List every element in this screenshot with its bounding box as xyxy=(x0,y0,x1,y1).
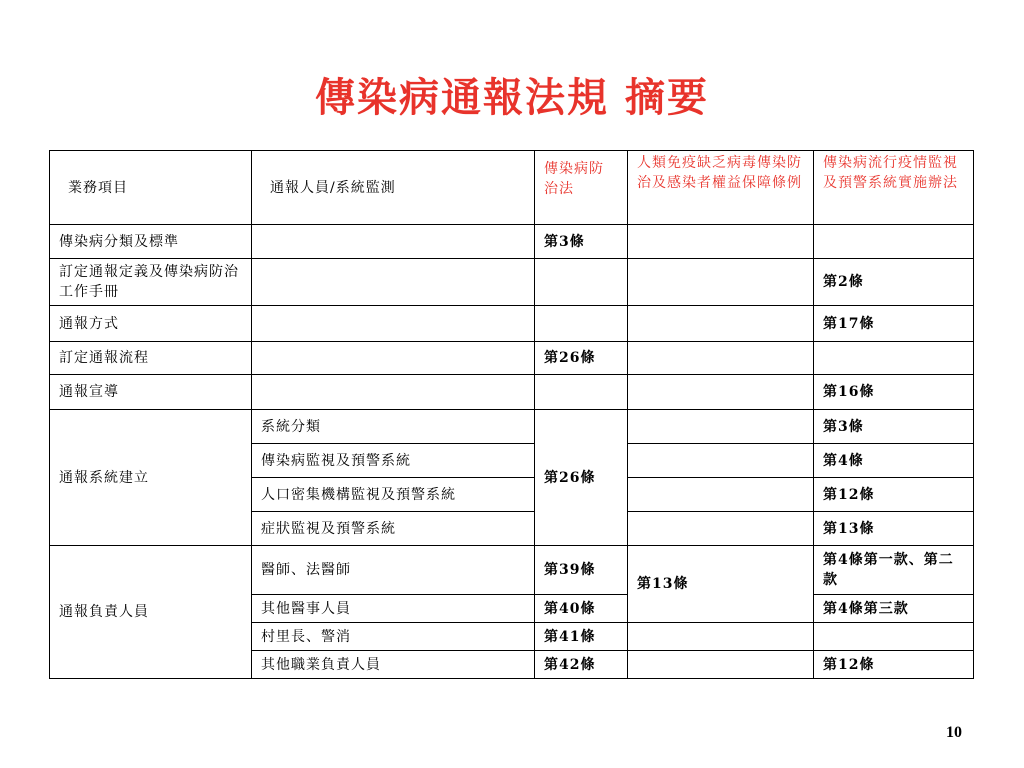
rule-article: 第4條第一款、第二款 xyxy=(814,546,974,595)
row-item: 傳染病分類及標準 xyxy=(50,225,252,259)
table-row xyxy=(50,375,974,410)
rule-article xyxy=(814,623,974,651)
hiv-act-article: 第13條 xyxy=(628,546,814,623)
sub-item: 系統分類 xyxy=(252,410,535,444)
header-row xyxy=(50,151,974,225)
row-item: 訂定通報流程 xyxy=(50,342,252,375)
header-communicable-disease-act: 傳染病防治法 xyxy=(535,151,628,225)
rule-article: 第17條 xyxy=(814,306,974,342)
rule-article: 第12條 xyxy=(814,651,974,679)
act-article: 第40條 xyxy=(535,595,628,623)
sub-item: 村里長、警消 xyxy=(252,623,535,651)
page-number: 10 xyxy=(946,724,962,741)
rule-article: 第16條 xyxy=(814,375,974,410)
sub-item: 症狀監視及預警系統 xyxy=(252,512,535,546)
rule-article: 第3條 xyxy=(814,410,974,444)
act-article: 第3條 xyxy=(535,225,628,259)
rule-article: 第4條第三款 xyxy=(814,595,974,623)
act-article: 第26條 xyxy=(535,410,628,546)
act-article: 第41條 xyxy=(535,623,628,651)
rule-article: 第4條 xyxy=(814,444,974,478)
sub-item: 其他醫事人員 xyxy=(252,595,535,623)
table-row xyxy=(50,546,974,595)
table-row xyxy=(50,225,974,259)
header-reporter-system: 通報人員/系統監測 xyxy=(252,151,535,225)
row-item: 訂定通報定義及傳染病防治工作手冊 xyxy=(50,259,252,306)
header-surveillance-rules: 傳染病流行疫情監視及預警系統實施辦法 xyxy=(814,151,974,225)
row-item: 通報方式 xyxy=(50,306,252,342)
header-business-item: 業務項目 xyxy=(50,151,252,225)
regulation-summary-table xyxy=(49,150,974,679)
slide-title: 傳染病通報法規 摘要 xyxy=(315,74,709,121)
table-row xyxy=(50,342,974,375)
rule-article: 第2條 xyxy=(814,259,974,306)
table-row xyxy=(50,410,974,444)
sub-item: 傳染病監視及預警系統 xyxy=(252,444,535,478)
rule-article: 第12條 xyxy=(814,478,974,512)
act-article: 第26條 xyxy=(535,342,628,375)
table-row xyxy=(50,259,974,306)
header-hiv-act: 人類免疫缺乏病毒傳染防治及感染者權益保障條例 xyxy=(628,151,814,225)
group-item-system: 通報系統建立 xyxy=(50,410,252,546)
group-item-responsible: 通報負責人員 xyxy=(50,546,252,679)
table-row xyxy=(50,306,974,342)
rule-article: 第13條 xyxy=(814,512,974,546)
sub-item: 醫師、法醫師 xyxy=(252,546,535,595)
act-article: 第39條 xyxy=(535,546,628,595)
sub-item: 人口密集機構監視及預警系統 xyxy=(252,478,535,512)
row-item: 通報宣導 xyxy=(50,375,252,410)
act-article: 第42條 xyxy=(535,651,628,679)
sub-item: 其他職業負責人員 xyxy=(252,651,535,679)
